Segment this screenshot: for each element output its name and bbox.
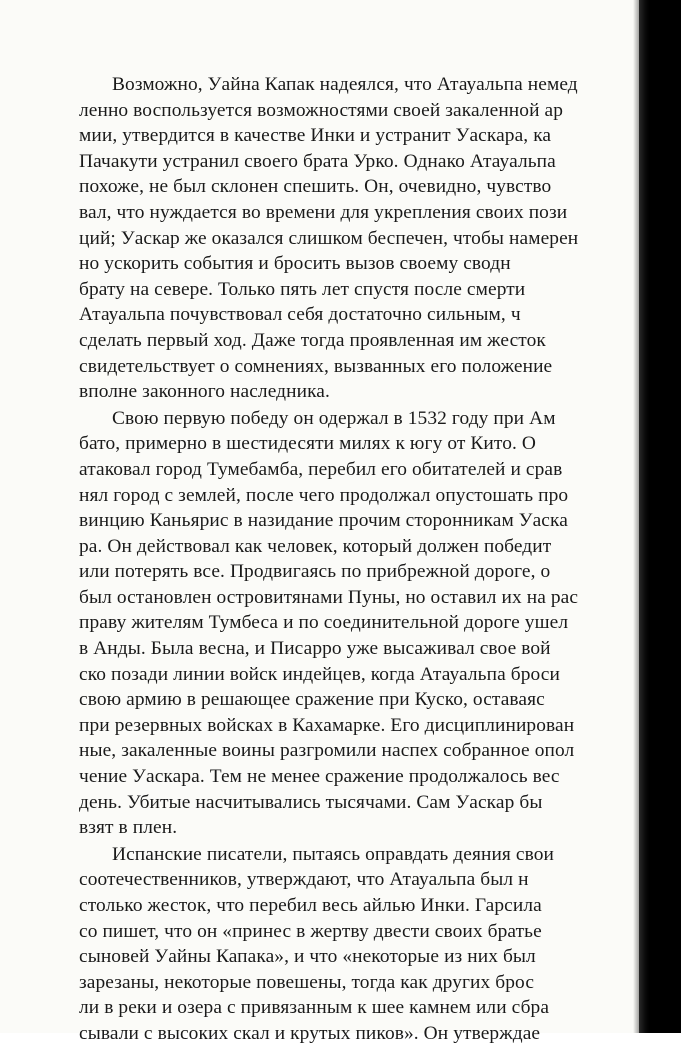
text-line: Свою первую победу он одержал в 1532 году при Ам [112, 407, 556, 429]
text-column [79, 72, 679, 1047]
text-line: сыновей Уайны Капака», и что «некоторые из них был [79, 946, 536, 968]
text-line: Атауальпа почувствовал себя достаточно сильным, ч [79, 304, 521, 326]
text-line: вполне законного наследника. [79, 381, 330, 403]
text-line: Возможно, Уайна Капак надеялся, что Атауальпа немед [112, 74, 578, 95]
text-line: праву жителям Тумбеса и по соединительной дороге ушел [79, 612, 569, 634]
text-line: при резервных войсках в Кахамарке. Его дисциплинирован [79, 714, 575, 736]
text-line: со пишет, что он «принес в жертву двести своих братье [79, 920, 542, 942]
text-line: вал, что нуждается во времени для укрепления своих пози [79, 201, 568, 223]
paragraph-3 [79, 842, 679, 1047]
text-line: свидетельствует о сомнениях, вызванных его положение [79, 355, 553, 377]
text-line: ра. Он действовал как человек, который должен победит [79, 535, 552, 557]
scan-dark-margin [639, 0, 681, 1033]
text-line: сывали с высоких скал и крутых пиков». Он утверждае [79, 1022, 541, 1044]
text-line: Пачакути устранил своего брата Урко. Однако Атауальпа [79, 150, 556, 172]
text-line: мии, утвердится в качестве Инки и устранит Уаскара, ка [79, 125, 552, 147]
text-line: нял город с землей, после чего продолжал опустошать про [79, 484, 569, 506]
text-line: атаковал город Тумебамба, перебил его обитателей и срав [79, 458, 563, 480]
text-line: столько жесток, что перебил весь айлью Инки. Гарсила [79, 895, 542, 916]
text-line: соотечественников, утверждают, что Атауальпа был н [79, 869, 529, 891]
text-line: чение Уаскара. Тем не менее сражение продолжалось вес [79, 766, 560, 788]
text-line: Испанские писатели, пытаясь оправдать деяния свои [112, 843, 554, 865]
text-line: взят в плен. [79, 817, 178, 839]
text-line: но ускорить события и бросить вызов своему сводн [79, 253, 511, 275]
text-line: ные, закаленные воины разгромили наспех собранное опол [79, 740, 575, 762]
text-line: зарезаны, некоторые повешены, тогда как других брос [79, 971, 535, 993]
text-line: день. Убитые насчитывались тысячами. Сам Уаскар бы [79, 791, 543, 813]
text-line: в Анды. Была весна, и Писарро уже высаживал свое вой [79, 638, 551, 660]
text-line: сделать первый ход. Даже тогда проявленная им жесток [79, 329, 546, 351]
paragraph-2 [79, 406, 679, 841]
text-line: брату на севере. Только пять лет спустя после смерти [79, 278, 526, 300]
text-line: винцию Каньярис в назидание прочим сторонникам Уаска [79, 510, 568, 532]
text-line: похоже, не был склонен спешить. Он, очевидно, чувство [79, 176, 552, 198]
text-line: ленно воспользуется возможностями своей закаленной ар [79, 99, 564, 121]
text-line: бато, примерно в шестидесяти милях к югу от Кито. О [79, 433, 537, 455]
paragraph-1 [79, 72, 679, 405]
text-line: свою армию в решающее сражение при Куско, оставаяс [79, 689, 545, 711]
text-line: ско позади линии войск индейцев, когда Атауальпа броси [79, 663, 560, 685]
text-line: ли в реки и озера с привязанным к шее камнем или сбра [79, 997, 550, 1019]
text-line: ций; Уаскар же оказался слишком беспечен, чтобы намерен [79, 227, 579, 249]
text-line: или потерять все. Продвигаясь по прибрежной дороге, о [79, 561, 551, 583]
text-line: был остановлен островитянами Пуны, но оставил их на рас [79, 586, 579, 608]
